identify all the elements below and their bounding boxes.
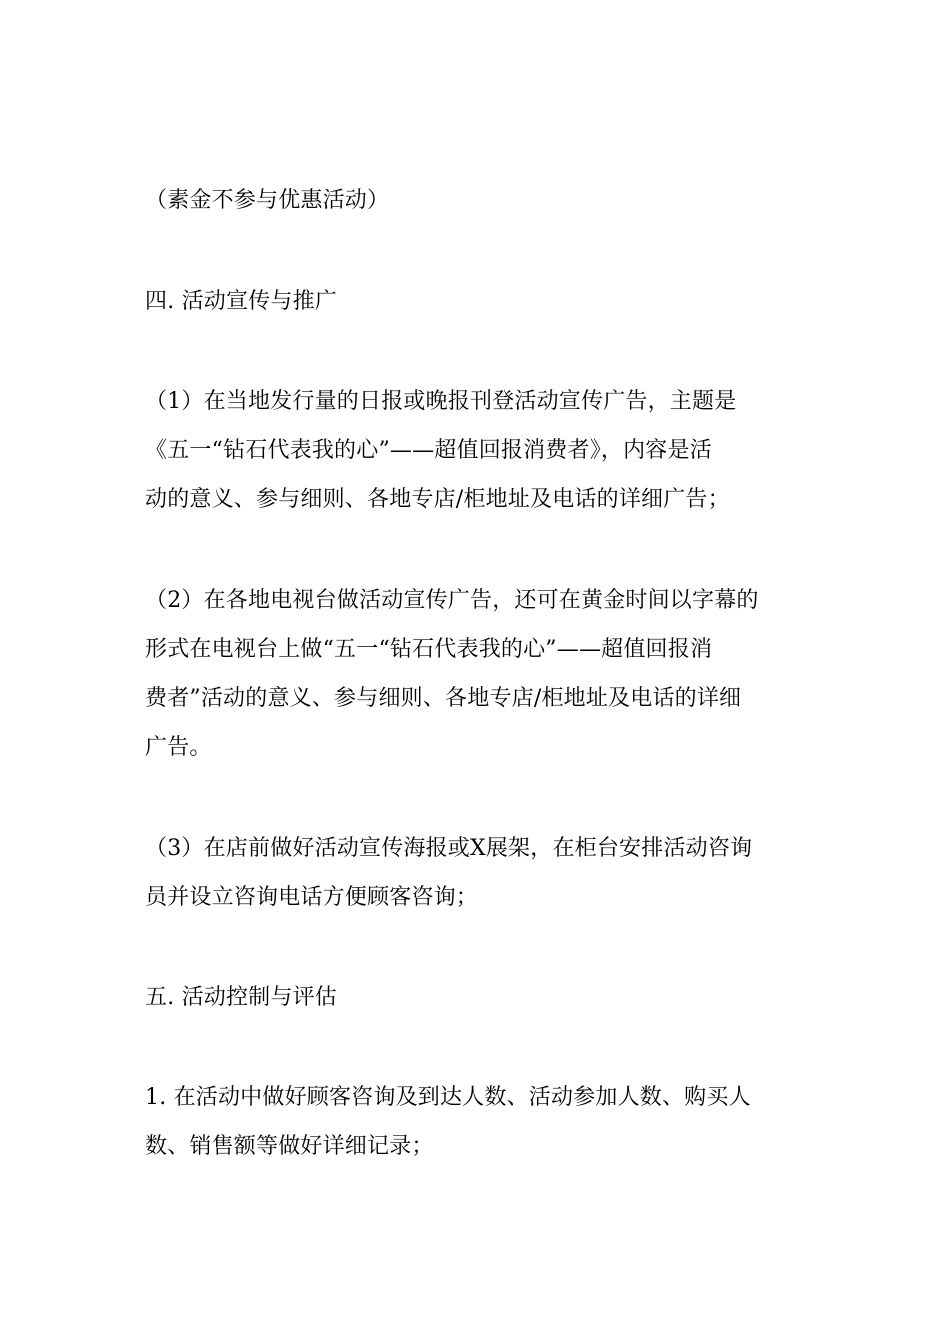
text-line: 动的意义、参与细则、各地专店/柜地址及电话的详细广告； [145, 487, 730, 512]
text-line: 广告。 [145, 735, 212, 760]
section-heading-5 [145, 973, 807, 1022]
text-line: 形式在电视台上做“五一“钻石代表我的心”——超值回报消 [145, 637, 713, 662]
list-item-3 [145, 824, 807, 922]
note-paragraph [145, 176, 807, 225]
text-line: 四. 活动宣传与推广 [145, 289, 337, 314]
section-heading-4 [145, 277, 807, 326]
list-item-2 [145, 576, 807, 772]
text-line: 1. 在活动中做好顾客咨询及到达人数、活动参加人数、购买人 [145, 1085, 751, 1110]
list-item-5-1 [145, 1073, 807, 1171]
text-line: （素金不参与优惠活动） [145, 188, 390, 213]
text-line: （2）在各地电视台做活动宣传广告，还可在黄金时间以字幕的 [145, 588, 759, 613]
text-line: （1）在当地发行量的日报或晚报刊登活动宣传广告，主题是 [145, 389, 737, 414]
list-item-1 [145, 377, 807, 524]
text-line: 员并设立咨询电话方便顾客咨询； [145, 885, 479, 910]
text-line: 费者”活动的意义、参与细则、各地专店/柜地址及电话的详细 [145, 686, 742, 711]
text-line: （3）在店前做好活动宣传海报或X展架，在柜台安排活动咨询 [145, 836, 753, 861]
text-line: 五. 活动控制与评估 [145, 985, 337, 1010]
text-line: 数、销售额等做好详细记录； [145, 1134, 434, 1159]
text-line: 《五一“钻石代表我的心”——超值回报消费者》，内容是活 [145, 438, 712, 463]
